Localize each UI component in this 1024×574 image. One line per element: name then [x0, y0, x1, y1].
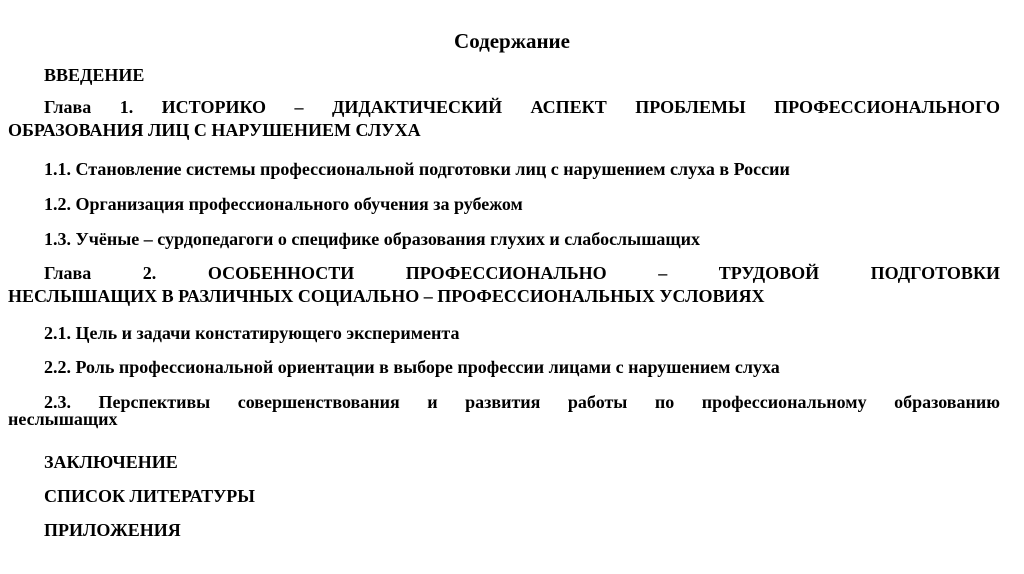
toc-chapter-1-line-2: ОБРАЗОВАНИЯ ЛИЦ С НАРУШЕНИЕМ СЛУХА [8, 120, 421, 140]
toc-chapter-2-line-2: НЕСЛЫШАЩИХ В РАЗЛИЧНЫХ СОЦИАЛЬНО – ПРОФЕССИОНАЛЬНЫХ УСЛОВИЯХ [8, 286, 765, 306]
toc-section-2-3-line-1: 2.3. Перспективы совершенствования и развития работы по профессиональному образованию [44, 392, 1000, 412]
toc-appendices: ПРИЛОЖЕНИЯ [44, 520, 181, 540]
toc-section-2-2: 2.2. Роль профессиональной ориентации в выборе профессии лицами с нарушением слуха [44, 357, 780, 377]
toc-chapter-2 [8, 262, 1000, 308]
toc-section-2-3 [8, 391, 1000, 431]
toc-introduction: ВВЕДЕНИЕ [44, 65, 145, 85]
toc-chapter-1 [8, 96, 1000, 142]
toc-references: СПИСОК ЛИТЕРАТУРЫ [44, 486, 255, 506]
toc-conclusion: ЗАКЛЮЧЕНИЕ [44, 452, 178, 472]
toc-section-2-3-line-2: неслышащих [8, 409, 118, 429]
toc-section-2-1: 2.1. Цель и задачи констатирующего эксперимента [44, 323, 460, 343]
toc-chapter-2-line-1: Глава 2. ОСОБЕННОСТИ ПРОФЕССИОНАЛЬНО – ТРУДОВОЙ ПОДГОТОВКИ [44, 263, 1000, 283]
page-title: Содержание [454, 29, 570, 53]
toc-chapter-1-line-1: Глава 1. ИСТОРИКО – ДИДАКТИЧЕСКИЙ АСПЕКТ ПРОБЛЕМЫ ПРОФЕССИОНАЛЬНОГО [44, 97, 1000, 117]
toc-section-1-3: 1.3. Учёные – сурдопедагоги о специфике образования глухих и слабослышащих [44, 229, 700, 249]
toc-section-1-2: 1.2. Организация профессионального обучения за рубежом [44, 194, 523, 214]
toc-section-1-1: 1.1. Становление системы профессиональной подготовки лиц с нарушением слуха в России [44, 159, 790, 179]
